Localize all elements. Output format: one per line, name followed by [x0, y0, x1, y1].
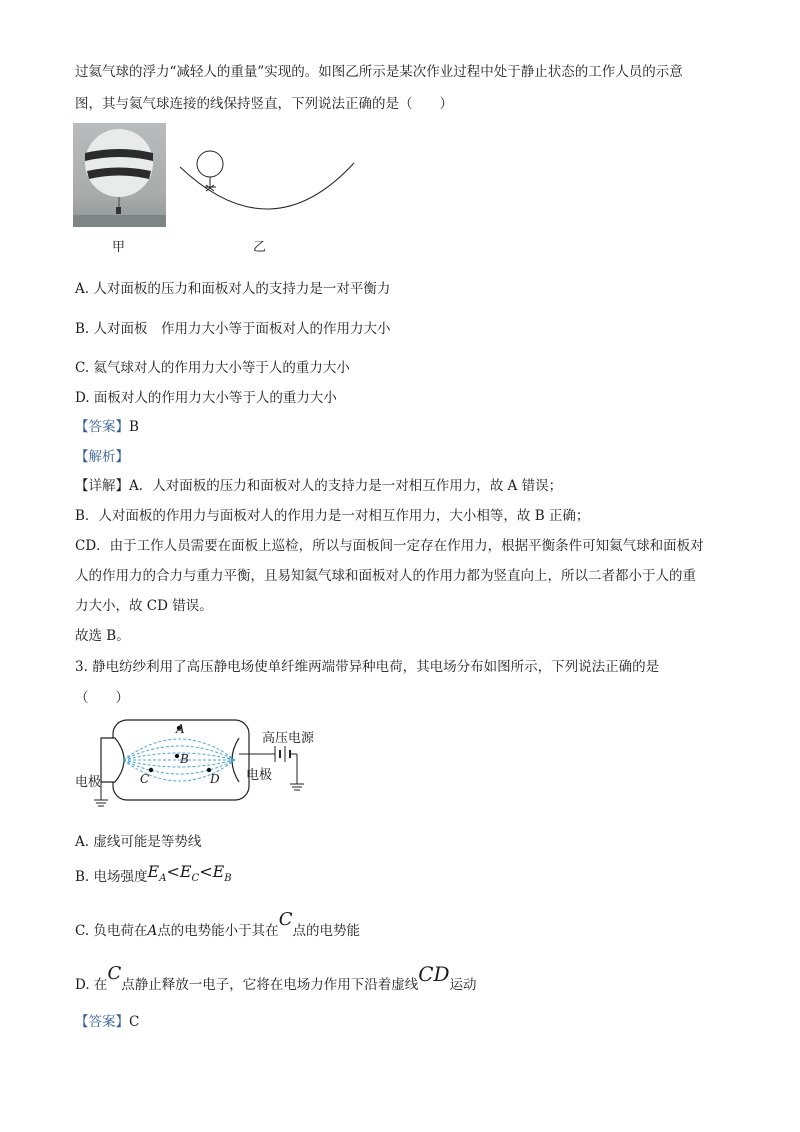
q2-option-a: A. 人对面板的压力和面板对人的支持力是一对平衡力	[75, 281, 391, 297]
formula-sub-a: A	[159, 873, 167, 885]
q2-detail-cd-2: 人的作用力的合力与重力平衡，且易知氦气球和面板对人的作用力都为竖直向上，所以二者都小于人的重	[75, 568, 696, 584]
option-d-suffix: 运动	[449, 977, 477, 993]
q3-option-c	[75, 909, 360, 941]
q2-analysis-tag	[75, 447, 129, 467]
formula-sub-b: B	[224, 873, 232, 885]
option-d-point-c: C	[107, 963, 122, 984]
option-c-mid: 点的电势能小于其在	[157, 923, 279, 939]
person-figure	[116, 207, 121, 214]
option-d-mid: 点静止释放一电子，它将在电场力作用下沿着虚线	[121, 977, 419, 993]
fig-point-b-label: B	[180, 752, 189, 766]
q3-option-d	[75, 962, 477, 995]
option-d-line-cd: CD	[418, 962, 450, 986]
balloon-photo-drawing	[73, 123, 166, 227]
q3-stem-line2: （ ）	[75, 690, 129, 706]
option-c-point-c: C	[278, 909, 293, 930]
formula-lt2: <	[199, 862, 213, 881]
option-c-suffix: 点的电势能	[292, 923, 360, 939]
q2-option-d: D. 面板对人的作用力大小等于人的重力大小	[75, 390, 337, 406]
fig-power-label: 高压电源	[262, 731, 315, 746]
point-c	[149, 768, 153, 772]
option-b-prefix: B. 电场强度	[75, 869, 148, 885]
formula-e1: E	[147, 862, 160, 881]
analysis-tag: 【解析】	[75, 449, 129, 465]
q2-detail-cd-3: 力大小，故 CD 错误。	[75, 598, 213, 614]
ground-panel	[73, 215, 166, 227]
formula-e2: E	[179, 862, 192, 881]
detail-tag: 【详解】	[75, 478, 129, 494]
option-d-prefix: D. 在	[75, 977, 108, 993]
q2-detail-b: B．人对面板的作用力与面板对人的作用力是一对相互作用力，大小相等，故 B 正确；	[75, 508, 590, 524]
q3-option-b	[75, 862, 232, 893]
fig-right-electrode-label: 电极	[246, 768, 273, 783]
q2-stem-line2: 图，其与氦气球连接的线保持竖直，下列说法正确的是（ ）	[75, 96, 453, 112]
figure-jia-photo	[73, 123, 166, 227]
detail-a-text: A．人对面板的压力和面板对人的支持力是一对相互作用力，故 A 错误；	[129, 478, 563, 494]
fig-left-electrode-label: 电极	[75, 775, 102, 790]
q3-answer	[75, 1012, 139, 1032]
option-c-point-a: A	[147, 923, 158, 939]
balloon-body	[85, 129, 153, 197]
option-c-prefix: C. 负电荷在	[75, 923, 148, 939]
q3-stem-line1: 3. 静电纺纱利用了高压静电场使单纤维两端带异种电荷，其电场分布如图所示，下列说法正确的是	[75, 659, 660, 675]
figure-jia-label: 甲	[112, 240, 126, 255]
fig-point-a-label: A	[176, 722, 185, 736]
q2-conclusion: 故选 B。	[75, 628, 130, 644]
q2-detail-a	[75, 476, 562, 496]
q3-option-a: A. 虚线可能是等势线	[75, 834, 202, 850]
fig-point-c-label: C	[140, 772, 150, 786]
q2-option-c: C. 氦气球对人的作用力大小等于人的重力大小	[75, 360, 350, 376]
q3-answer-tag: 【答案】	[75, 1014, 129, 1030]
option-b-formula	[147, 862, 232, 885]
q2-stem-line1: 过氦气球的浮力“减轻人的重量”实现的。如图乙所示是某次作业过程中处于静止状态的工作人员的示意	[75, 64, 683, 80]
figure-yi-label: 乙	[253, 240, 267, 255]
left-electrode	[101, 738, 124, 782]
figure-yi-schematic	[176, 145, 358, 217]
answer-value: B	[129, 419, 139, 435]
q3-answer-value: C	[129, 1014, 140, 1030]
point-b	[175, 754, 179, 758]
schematic-balloon	[197, 151, 223, 177]
answer-tag: 【答案】	[75, 419, 129, 435]
q2-detail-cd-1: CD．由于工作人员需要在面板上巡检，所以与面板间一定存在作用力，根据平衡条件可知氦气球和面板对	[75, 538, 704, 554]
formula-sub-c: C	[191, 873, 200, 885]
fig-point-d-label: D	[210, 772, 220, 786]
formula-e3: E	[212, 862, 225, 881]
formula-lt1: <	[166, 862, 180, 881]
q2-answer	[75, 417, 139, 437]
q2-option-b: B. 人对面板 作用力大小等于面板对人的作用力大小	[75, 321, 391, 337]
